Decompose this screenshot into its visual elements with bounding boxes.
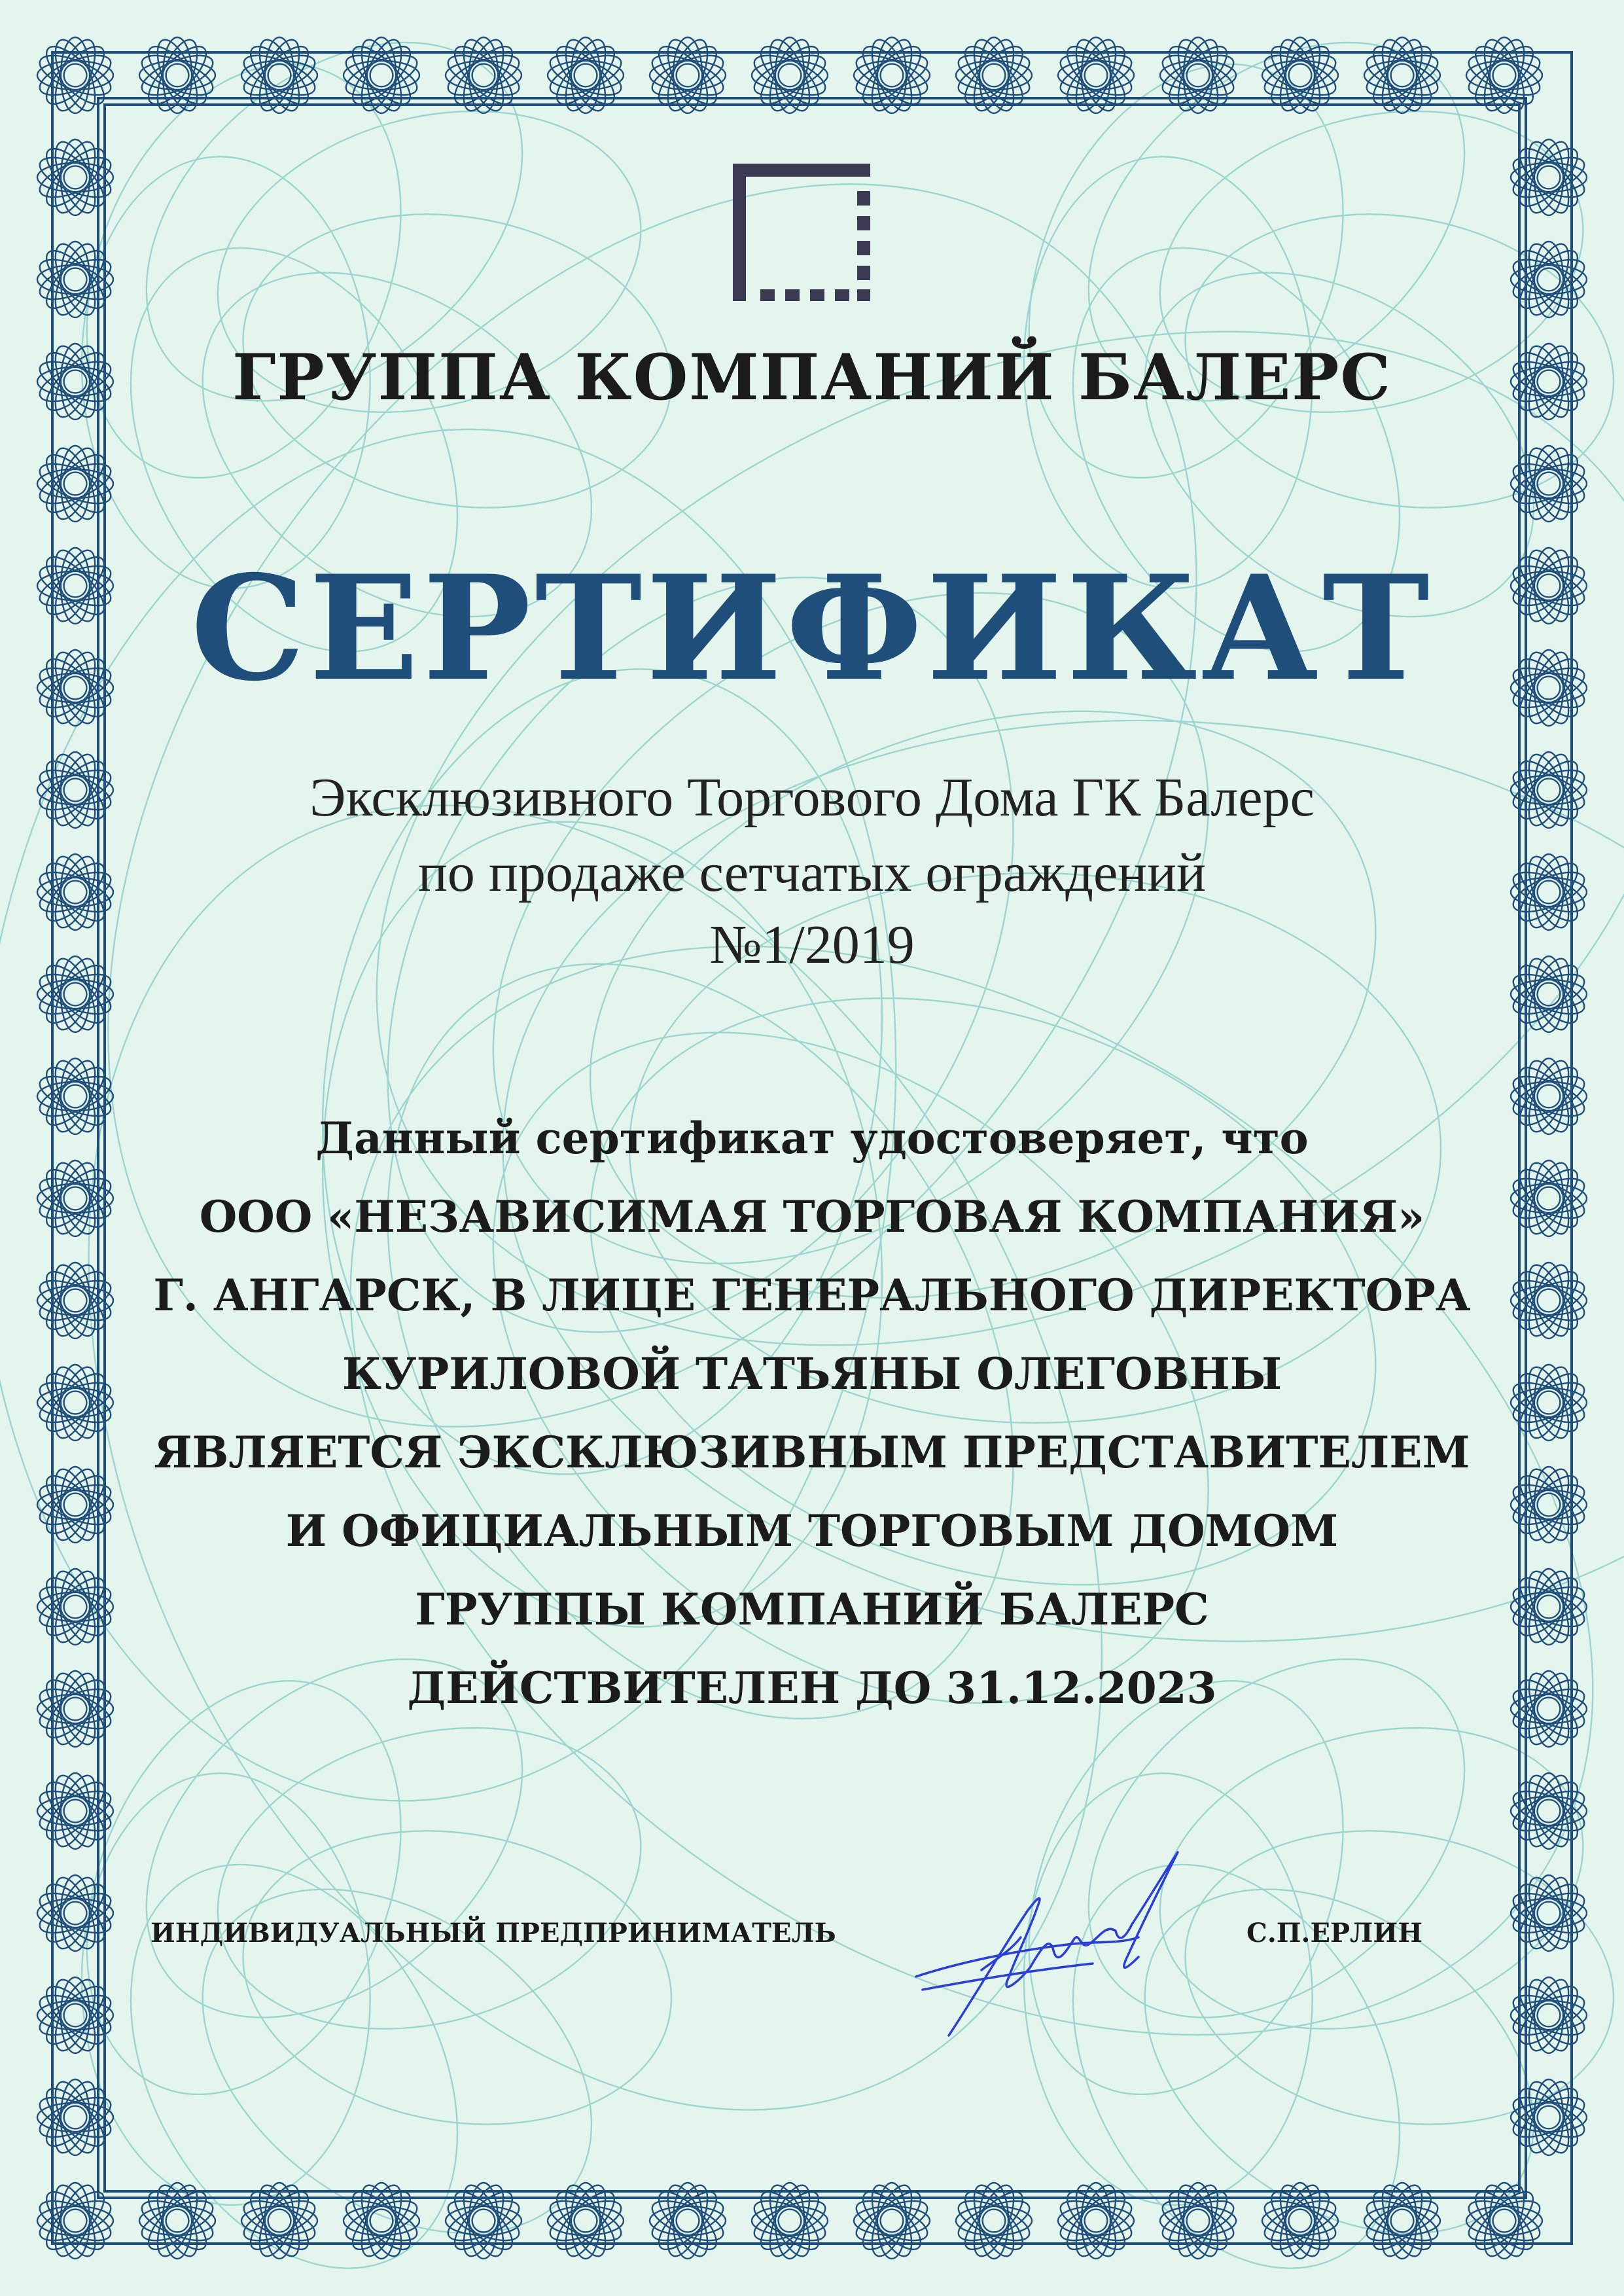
body-line-director: КУРИЛОВОЙ ТАТЬЯНЫ ОЛЕГОВНЫ — [342, 1348, 1282, 1399]
body-line-group: ГРУППЫ КОМПАНИЙ БАЛЕРС — [415, 1584, 1209, 1635]
body-line-validity: ДЕЙСТВИТЕЛЕН ДО 31.12.2023 — [407, 1662, 1217, 1713]
subtitle-line-2: по продаже сетчатых ограждений — [417, 842, 1207, 903]
body-line-status: ЯВЛЯЕТСЯ ЭКСКЛЮЗИВНЫМ ПРЕДСТАВИТЕЛЕМ — [154, 1427, 1470, 1478]
certificate-number: №1/2019 — [709, 914, 915, 975]
body-line-intro: Данный сертификат удостоверяет, что — [315, 1113, 1309, 1164]
body-line-trade-house: И ОФИЦИАЛЬНЫМ ТОРГОВЫМ ДОМОМ — [285, 1505, 1339, 1556]
body-line-city: Г. АНГАРСК, В ЛИЦЕ ГЕНЕРАЛЬНОГО ДИРЕКТОРА — [153, 1270, 1471, 1321]
company-name: ГРУППА КОМПАНИЙ БАЛЕРС — [232, 340, 1392, 414]
signer-role: ИНДИВИДУАЛЬНЫЙ ПРЕДПРИНИМАТЕЛЬ — [150, 1918, 836, 1948]
certificate-title: СЕРТИФИКАТ — [190, 543, 1434, 713]
subtitle-line-1: Эксклюзивного Торгового Дома ГК Балерс — [309, 767, 1315, 828]
signer-name: С.П.ЕРЛИН — [1246, 1918, 1422, 1948]
signature-icon — [903, 1839, 1191, 2049]
baleres-logo-icon — [733, 164, 877, 308]
body-line-company: ООО «НЕЗАВИСИМАЯ ТОРГОВАЯ КОМПАНИЯ» — [199, 1191, 1425, 1242]
